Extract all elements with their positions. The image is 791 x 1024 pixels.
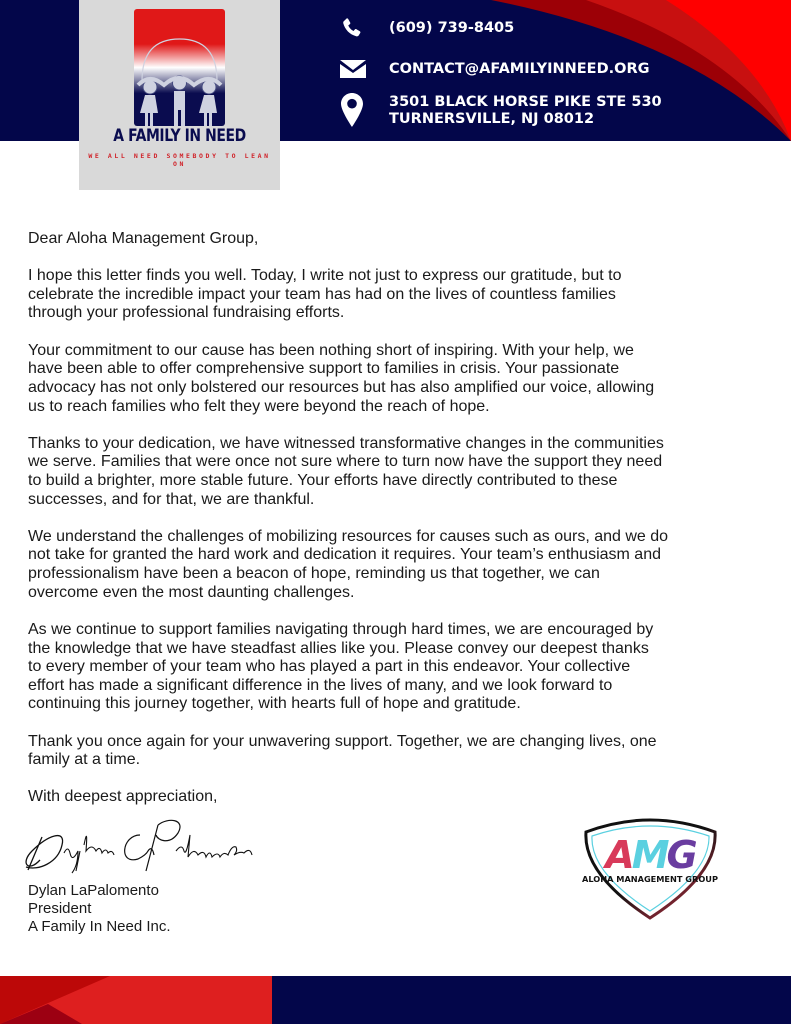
paragraph-line: As we continue to support families navigating through hard times, we are encouraged by [28, 620, 654, 638]
family-logo-icon [134, 9, 225, 126]
signer-organization: A Family In Need Inc. [28, 918, 171, 935]
paragraph-line: Thank you once again for your unwavering support. Together, we are changing lives, one [28, 732, 657, 750]
paragraph-line: advocacy has not only bolstered our resources but has also amplified our voice, allowing [28, 378, 655, 396]
address-line-2: TURNERSVILLE, NJ 08012 [389, 111, 595, 127]
paragraph-line: Thanks to your dedication, we have witnessed transformative changes in the communities [28, 434, 664, 452]
paragraph-line: celebrate the incredible impact your team has had on the lives of countless families [28, 285, 616, 303]
paragraph-line: I hope this letter finds you well. Today, I write not just to express our gratitude, but to [28, 267, 622, 285]
organization-logo [79, 0, 280, 190]
signer-block [28, 882, 171, 936]
paragraph-line: effort has made a significant difference in the lives of many, and we look forward to [28, 676, 613, 694]
map-pin-icon [340, 93, 364, 131]
paragraph-3 [28, 435, 773, 509]
phone-icon [340, 16, 364, 44]
signer-title: President [28, 900, 92, 917]
paragraph-line: professionalism have been a beacon of hope, reminding us that together, we can [28, 565, 600, 583]
paragraph-line: Your commitment to our cause has been nothing short of inspiring. With your help, we [28, 341, 634, 359]
address-line-1: 3501 BLACK HORSE PIKE STE 530 [389, 94, 662, 110]
paragraph-line: us to reach families who felt they were beyond the reach of hope. [28, 397, 490, 415]
paragraph-line: family at a time. [28, 751, 141, 769]
organization-tagline: WE ALL NEED SOMEBODY TO LEAN ON [88, 152, 271, 168]
aloha-management-group-logo [578, 812, 723, 922]
paragraph-line: We understand the challenges of mobilizing resources for causes such as ours, and we do [28, 527, 669, 545]
paragraph-line: we serve. Families that were once not sure where to turn now have the support they need [28, 453, 663, 471]
signer-name: Dylan LaPalomento [28, 882, 159, 899]
paragraph-line: the knowledge that we have steadfast allies like you. Please convey our deepest thanks [28, 639, 649, 657]
amg-monogram: AMG [605, 833, 695, 877]
envelope-icon [340, 60, 364, 82]
closing: With deepest appreciation, [28, 788, 218, 806]
letter-body [28, 230, 773, 826]
paragraph-2 [28, 342, 773, 416]
paragraph-5 [28, 621, 773, 714]
salutation: Dear Aloha Management Group, [28, 230, 259, 247]
handwritten-signature [18, 815, 278, 875]
paragraph-line: through your professional fundraising efforts. [28, 304, 345, 322]
paragraph-line: to every member of your team who has played a part in this endeavor. Your collective [28, 658, 631, 676]
amg-company-name: ALOHA MANAGEMENT GROUP [582, 874, 718, 884]
phone-number[interactable]: (609) 739-8405 [389, 20, 515, 36]
paragraph-line: overcome even the most daunting challenges. [28, 583, 355, 601]
paragraph-line: continuing this journey together, with hearts full of hope and gratitude. [28, 695, 521, 713]
footer-band [0, 976, 791, 1024]
paragraph-4 [28, 528, 773, 602]
paragraph-6 [28, 733, 773, 770]
organization-name: A FAMILY IN NEED [113, 126, 246, 146]
paragraph-line: to build a brighter, more stable future. Your efforts have directly contributed to these [28, 472, 618, 489]
paragraph-line: not take for granted the hard work and dedication it requires. Your team’s enthusiasm and [28, 546, 661, 564]
email-address[interactable]: CONTACT@AFAMILYINNEED.ORG [389, 61, 650, 77]
paragraph-1 [28, 267, 773, 323]
paragraph-line: have been able to offer comprehensive support to families in crisis. Your passionate [28, 360, 620, 378]
paragraph-line: successes, and for that, we are thankful. [28, 490, 315, 508]
